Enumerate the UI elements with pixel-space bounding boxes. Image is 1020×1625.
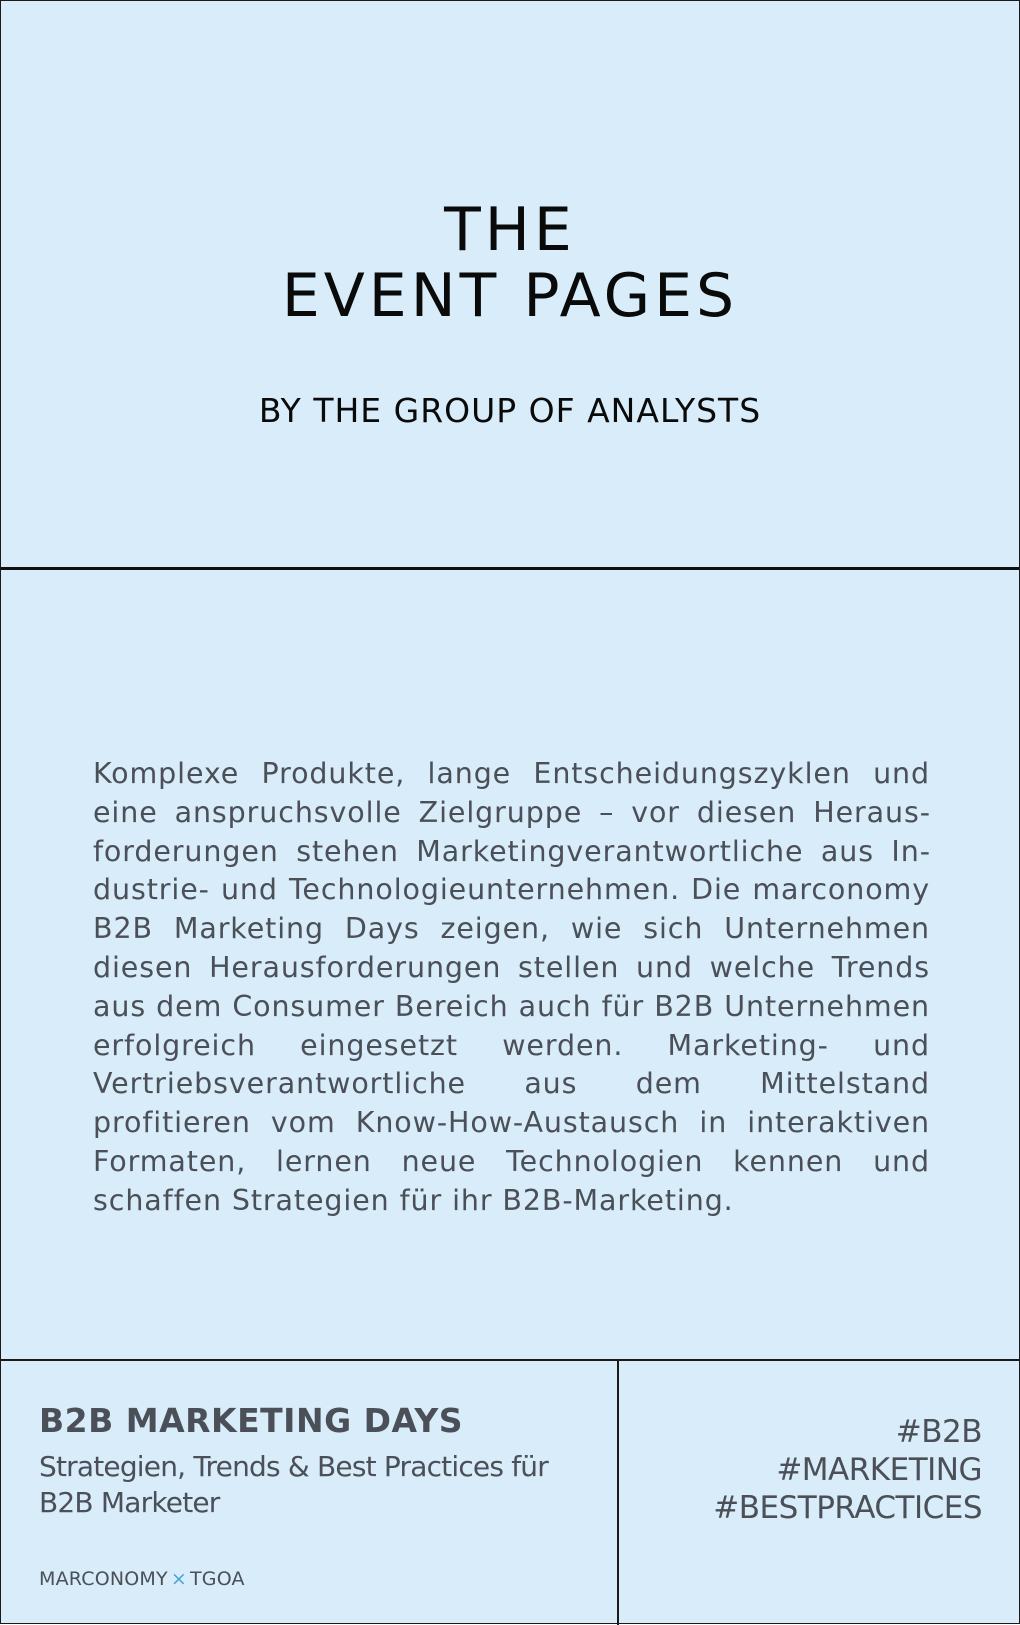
brand-marconomy: MARCONOMY xyxy=(39,1568,168,1590)
footer-divider xyxy=(1,1359,1019,1361)
title-line-2: EVENT PAGES xyxy=(281,261,739,331)
title-line-1: THE xyxy=(444,195,576,265)
header-divider xyxy=(1,567,1019,570)
brand-logo xyxy=(39,1568,245,1590)
hashtag-marketing: #MARKETING xyxy=(776,1452,982,1488)
event-name: B2B MARKETING DAYS xyxy=(39,1401,464,1440)
event-description: Komplexe Produkte, lange Entscheidungszyklen und eine anspruchsvolle Zielgruppe – vor diesen Herausforderungen stehen Marketingverantwortliche aus Industrie- und Technologieunternehmen. Die marconomy B2B Marketing Days zeigen, wie sich Unternehmen diesen Herausforderungen stellen und welche Trends aus dem Consumer Bereich auch für B2B Unternehmen erfolgreich eingesetzt werden. Marketing- und Vertriebsverantwortliche aus dem Mittelstand profitieren vom Know-How-Austausch in interaktiven Formaten, lernen neue Technologien kennen und schaffen Strategien für ihr B2B-Marketing. xyxy=(93,757,930,1217)
brand-tgoa: TGOA xyxy=(189,1568,245,1590)
footer-column-separator xyxy=(617,1359,619,1625)
event-tagline: Strategien, Trends & Best Practices für B2B Marketer xyxy=(39,1450,548,1519)
page-subtitle: BY THE GROUP OF ANALYSTS xyxy=(258,391,762,430)
page-title xyxy=(1,197,1019,329)
header-section xyxy=(1,1,1019,569)
hashtag-bestpractices: #BESTPRACTICES xyxy=(713,1490,982,1526)
brand-cross-icon: × xyxy=(170,1568,187,1590)
hashtag-list xyxy=(713,1413,982,1527)
hashtag-b2b: #B2B xyxy=(895,1414,982,1450)
